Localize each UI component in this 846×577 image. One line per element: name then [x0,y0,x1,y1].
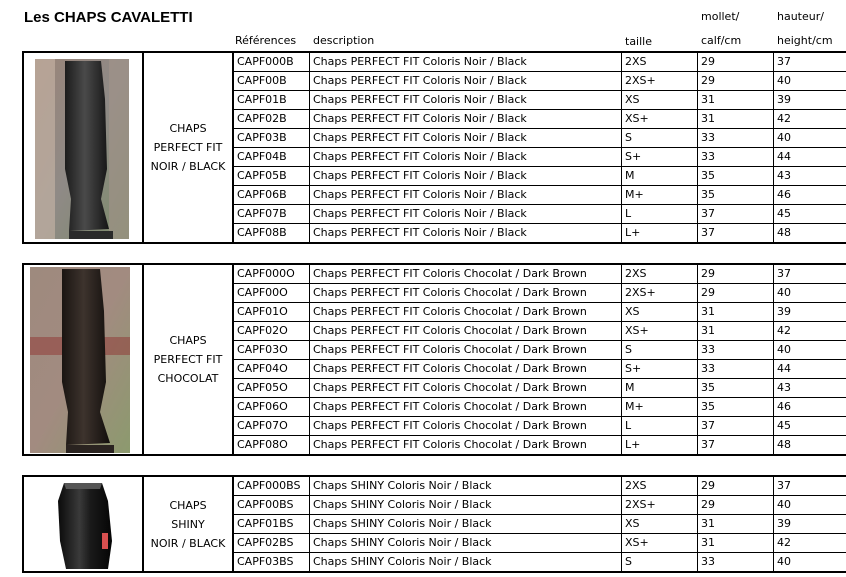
calf-cell: 37 [698,436,774,455]
table-row [234,53,846,72]
table-row [234,534,846,553]
header-height-bottom: height/cm [777,34,833,47]
description-cell: Chaps PERFECT FIT Coloris Noir / Black [310,148,622,167]
ref-cell: CAPF01O [234,303,310,322]
description-cell: Chaps PERFECT FIT Coloris Noir / Black [310,167,622,186]
table-row [234,515,846,534]
description-cell: Chaps PERFECT FIT Coloris Chocolat / Dark Brown [310,303,622,322]
size-cell: L [622,417,698,436]
calf-cell: 33 [698,360,774,379]
calf-cell: 31 [698,534,774,553]
photo-cell [24,265,144,454]
description-cell: Chaps PERFECT FIT Coloris Noir / Black [310,91,622,110]
ref-cell: CAPF04B [234,148,310,167]
calf-cell: 29 [698,53,774,72]
size-cell: S+ [622,148,698,167]
table-row [234,224,846,243]
calf-cell: 29 [698,265,774,284]
label-line: NOIR / BLACK [150,160,226,173]
description-cell: Chaps PERFECT FIT Coloris Chocolat / Dark Brown [310,379,622,398]
size-cell: L [622,205,698,224]
calf-cell: 29 [698,477,774,496]
size-cell: L+ [622,224,698,243]
ref-cell: CAPF03B [234,129,310,148]
description-cell: Chaps SHINY Coloris Noir / Black [310,553,622,572]
ref-cell: CAPF02BS [234,534,310,553]
size-cell: 2XS [622,477,698,496]
label-line: PERFECT FIT [153,141,223,154]
height-cell: 43 [777,381,791,394]
size-table [234,477,846,572]
table-row [234,129,846,148]
height-cell: 37 [777,55,791,68]
description-cell: Chaps PERFECT FIT Coloris Noir / Black [310,186,622,205]
height-cell: 40 [777,286,791,299]
size-cell: M [622,167,698,186]
description-cell: Chaps SHINY Coloris Noir / Black [310,534,622,553]
description-cell: Chaps SHINY Coloris Noir / Black [310,477,622,496]
ref-cell: CAPF000BS [234,477,310,496]
height-cell: 37 [777,479,791,492]
description-cell: Chaps PERFECT FIT Coloris Noir / Black [310,205,622,224]
ref-cell: CAPF00BS [234,496,310,515]
size-cell: S+ [622,360,698,379]
ref-cell: CAPF03BS [234,553,310,572]
height-cell: 45 [777,419,791,432]
height-cell: 44 [777,150,791,163]
calf-cell: 29 [698,72,774,91]
ref-cell: CAPF04O [234,360,310,379]
height-cell: 40 [777,555,791,568]
size-cell: XS [622,91,698,110]
calf-cell: 33 [698,129,774,148]
table-row [234,553,846,572]
label-line: PERFECT FIT [153,353,223,366]
height-cell: 39 [777,517,791,530]
description-cell: Chaps PERFECT FIT Coloris Chocolat / Dark Brown [310,436,622,455]
height-cell: 43 [777,169,791,182]
calf-cell: 35 [698,398,774,417]
product-label [144,53,234,242]
height-cell: 46 [777,400,791,413]
ref-cell: CAPF03O [234,341,310,360]
ref-cell: CAPF08B [234,224,310,243]
height-cell: 42 [777,536,791,549]
size-cell: XS+ [622,110,698,129]
description-cell: Chaps PERFECT FIT Coloris Noir / Black [310,110,622,129]
size-cell: 2XS [622,265,698,284]
header-description: description [313,34,375,47]
label-line: CHAPS [169,498,207,512]
ref-cell: CAPF02B [234,110,310,129]
ref-cell: CAPF06O [234,398,310,417]
description-cell: Chaps PERFECT FIT Coloris Noir / Black [310,129,622,148]
ref-cell: CAPF06B [234,186,310,205]
description-cell: Chaps PERFECT FIT Coloris Chocolat / Dark Brown [310,341,622,360]
table-row [234,417,846,436]
header-calf-bottom: calf/cm [701,34,742,47]
table-row [234,379,846,398]
table-row [234,477,846,496]
height-cell: 42 [777,324,791,337]
size-cell: 2XS+ [622,72,698,91]
size-cell: S [622,341,698,360]
height-cell: 45 [777,207,791,220]
label-line: CHAPS [169,334,207,347]
calf-cell: 31 [698,322,774,341]
table-row [234,436,846,455]
size-cell: L+ [622,436,698,455]
calf-cell: 35 [698,167,774,186]
size-cell: M+ [622,186,698,205]
size-cell: 2XS+ [622,496,698,515]
product-label [144,477,234,571]
height-cell: 46 [777,188,791,201]
description-cell: Chaps SHINY Coloris Noir / Black [310,496,622,515]
height-cell: 40 [777,131,791,144]
table-row [234,284,846,303]
photo-cell [24,53,144,242]
ref-cell: CAPF02O [234,322,310,341]
calf-cell: 31 [698,515,774,534]
size-cell: XS [622,303,698,322]
size-cell: M+ [622,398,698,417]
size-cell: XS+ [622,534,698,553]
size-table [234,265,846,455]
height-cell: 40 [777,343,791,356]
size-cell: S [622,553,698,572]
size-cell: 2XS+ [622,284,698,303]
height-cell: 40 [777,498,791,511]
product-block-shiny-black [22,475,846,573]
ref-cell: CAPF05B [234,167,310,186]
calf-cell: 29 [698,284,774,303]
table-row [234,148,846,167]
height-cell: 40 [777,74,791,87]
height-cell: 48 [777,226,791,239]
height-cell: 37 [777,267,791,280]
size-cell: M [622,379,698,398]
calf-cell: 35 [698,186,774,205]
label-line: CHOCOLAT [157,372,219,385]
description-cell: Chaps PERFECT FIT Coloris Chocolat / Dark Brown [310,322,622,341]
table-row [234,398,846,417]
calf-cell: 31 [698,110,774,129]
label-line: NOIR / BLACK [150,536,226,550]
size-cell: XS [622,515,698,534]
size-cell: XS+ [622,322,698,341]
calf-cell: 35 [698,379,774,398]
product-label [144,265,234,454]
description-cell: Chaps PERFECT FIT Coloris Chocolat / Dark Brown [310,284,622,303]
label-line: CHAPS [169,122,207,135]
table-row [234,360,846,379]
product-block-perfect-fit-chocolat [22,263,846,456]
header-height-top: hauteur/ [777,10,824,23]
size-cell: 2XS [622,53,698,72]
description-cell: Chaps PERFECT FIT Coloris Noir / Black [310,224,622,243]
chaps-shiny-photo [46,481,122,569]
ref-cell: CAPF000O [234,265,310,284]
table-row [234,72,846,91]
table-row [234,110,846,129]
calf-cell: 37 [698,205,774,224]
calf-cell: 33 [698,341,774,360]
chaps-chocolat-photo [30,267,130,453]
description-cell: Chaps PERFECT FIT Coloris Noir / Black [310,72,622,91]
calf-cell: 37 [698,417,774,436]
ref-cell: CAPF01B [234,91,310,110]
ref-cell: CAPF07O [234,417,310,436]
table-row [234,205,846,224]
description-cell: Chaps PERFECT FIT Coloris Chocolat / Dark Brown [310,360,622,379]
ref-cell: CAPF00O [234,284,310,303]
height-cell: 44 [777,362,791,375]
height-cell: 48 [777,438,791,451]
description-cell: Chaps SHINY Coloris Noir / Black [310,515,622,534]
size-cell: S [622,129,698,148]
ref-cell: CAPF05O [234,379,310,398]
description-cell: Chaps PERFECT FIT Coloris Chocolat / Dark Brown [310,417,622,436]
ref-cell: CAPF000B [234,53,310,72]
product-block-perfect-fit-black [22,51,846,244]
page-title: Les CHAPS CAVALETTI [24,9,193,26]
table-row [234,265,846,284]
ref-cell: CAPF08O [234,436,310,455]
chaps-black-photo [35,59,129,239]
photo-cell [24,477,144,571]
header-references: Références [235,34,297,47]
ref-cell: CAPF00B [234,72,310,91]
header-size: taille [625,35,652,48]
calf-cell: 37 [698,224,774,243]
ref-cell: CAPF01BS [234,515,310,534]
table-row [234,91,846,110]
table-row [234,341,846,360]
table-row [234,496,846,515]
ref-cell: CAPF07B [234,205,310,224]
table-row [234,322,846,341]
description-cell: Chaps PERFECT FIT Coloris Chocolat / Dark Brown [310,398,622,417]
table-row [234,186,846,205]
calf-cell: 33 [698,148,774,167]
height-cell: 39 [777,93,791,106]
calf-cell: 31 [698,91,774,110]
calf-cell: 33 [698,553,774,572]
label-line: SHINY [171,517,205,531]
description-cell: Chaps PERFECT FIT Coloris Chocolat / Dark Brown [310,265,622,284]
table-row [234,167,846,186]
calf-cell: 31 [698,303,774,322]
height-cell: 42 [777,112,791,125]
calf-cell: 29 [698,496,774,515]
description-cell: Chaps PERFECT FIT Coloris Noir / Black [310,53,622,72]
size-table [234,53,846,243]
height-cell: 39 [777,305,791,318]
table-row [234,303,846,322]
header-calf-top: mollet/ [701,10,740,23]
